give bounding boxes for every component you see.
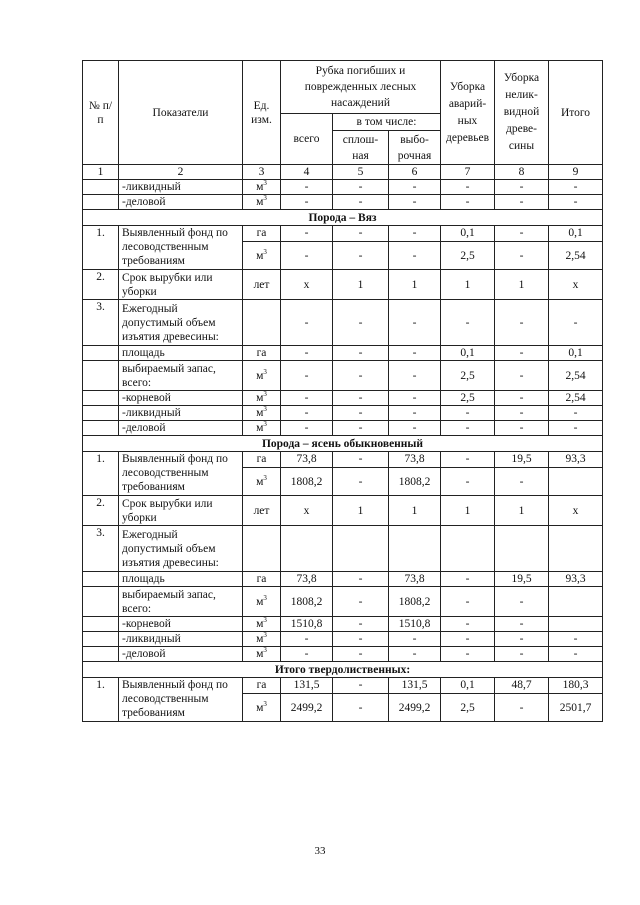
value-cell: - [333, 242, 389, 270]
row-label: Ежегодный допустимый объем изъятия древесины: [119, 300, 243, 346]
value-cell: - [333, 647, 389, 662]
value-cell: 1 [389, 270, 441, 300]
row-label: Срок вырубки или уборки [119, 270, 243, 300]
unit-cell [243, 195, 281, 210]
value-cell: - [495, 361, 549, 391]
unit-text: м [256, 392, 264, 404]
value-cell: 1808,2 [281, 587, 333, 617]
row-label: -ликвидный [119, 180, 243, 195]
value-cell: 73,8 [281, 452, 333, 468]
unit-exponent: 3 [263, 420, 267, 429]
value-cell: - [389, 406, 441, 421]
row-number-cell [83, 572, 119, 587]
value-cell: х [281, 270, 333, 300]
section-title-row [83, 436, 603, 452]
value-cell: - [333, 361, 389, 391]
unit-cell [243, 421, 281, 436]
value-cell: 131,5 [281, 678, 333, 694]
value-cell [495, 526, 549, 572]
value-cell: - [333, 468, 389, 496]
value-cell: - [549, 300, 603, 346]
col-number: 5 [333, 165, 389, 180]
value-cell: - [495, 242, 549, 270]
row-number-cell [83, 406, 119, 421]
value-cell [549, 468, 603, 496]
value-cell: - [333, 391, 389, 406]
unit-cell [243, 526, 281, 572]
unit-exponent: 3 [263, 473, 267, 482]
value-cell: 19,5 [495, 452, 549, 468]
value-cell: 2499,2 [389, 694, 441, 722]
value-cell: - [389, 180, 441, 195]
unit-cell: га [243, 452, 281, 468]
table-row [83, 180, 603, 195]
unit-text: м [256, 633, 264, 645]
value-cell: - [495, 617, 549, 632]
value-cell: - [333, 452, 389, 468]
value-cell: - [389, 242, 441, 270]
value-cell: - [389, 421, 441, 436]
unit-cell [243, 647, 281, 662]
value-cell: 1 [495, 270, 549, 300]
table-row [83, 632, 603, 647]
unit-cell: лет [243, 270, 281, 300]
value-cell: - [389, 346, 441, 361]
value-cell: - [333, 572, 389, 587]
col-number: 4 [281, 165, 333, 180]
value-cell: 2,54 [549, 361, 603, 391]
value-cell: - [333, 694, 389, 722]
value-cell [549, 526, 603, 572]
value-cell: 1 [441, 270, 495, 300]
value-cell: 1 [333, 270, 389, 300]
value-cell: - [281, 242, 333, 270]
row-number-cell [83, 361, 119, 391]
unit-exponent: 3 [263, 646, 267, 655]
value-cell: - [495, 300, 549, 346]
value-cell: - [281, 406, 333, 421]
header-nonliquid-wood: Уборка нелик-видной древе-сины [495, 61, 549, 165]
value-cell [549, 587, 603, 617]
row-number-cell: 3. [83, 300, 119, 346]
value-cell: - [333, 300, 389, 346]
table-row [83, 572, 603, 587]
unit-text: м [256, 369, 264, 382]
row-number-cell [83, 617, 119, 632]
col-number: 6 [389, 165, 441, 180]
annual-volume-row [83, 300, 603, 346]
row-number-cell: 1. [83, 678, 119, 722]
value-cell: - [549, 180, 603, 195]
value-cell: - [441, 468, 495, 496]
unit-text: м [256, 422, 264, 434]
table-row [83, 361, 603, 391]
row-label: -деловой [119, 647, 243, 662]
column-numbers-row [83, 165, 603, 180]
value-cell: 1808,2 [281, 468, 333, 496]
table-row [83, 195, 603, 210]
value-cell: - [333, 180, 389, 195]
value-cell: - [281, 391, 333, 406]
value-cell: х [549, 270, 603, 300]
value-cell: - [333, 678, 389, 694]
header-selective-cut: выбо-рочная [389, 131, 441, 165]
value-cell: - [441, 300, 495, 346]
value-cell: - [281, 300, 333, 346]
header-indicators: Показатели [119, 61, 243, 165]
value-cell: - [495, 180, 549, 195]
row-number-cell [83, 421, 119, 436]
value-cell: 48,7 [495, 678, 549, 694]
value-cell: - [495, 468, 549, 496]
value-cell: - [281, 346, 333, 361]
row-label: -деловой [119, 195, 243, 210]
unit-cell [243, 632, 281, 647]
unit-exponent: 3 [263, 194, 267, 203]
value-cell: - [281, 647, 333, 662]
value-cell: 0,1 [441, 226, 495, 242]
table-row [83, 391, 603, 406]
value-cell: 1510,8 [281, 617, 333, 632]
unit-cell [243, 180, 281, 195]
unit-cell: га [243, 572, 281, 587]
value-cell: - [549, 195, 603, 210]
section-title: Итого твердолиственных: [83, 662, 603, 678]
unit-cell [243, 694, 281, 722]
unit-cell [243, 406, 281, 421]
value-cell: - [333, 226, 389, 242]
value-cell: - [441, 632, 495, 647]
value-cell: 2499,2 [281, 694, 333, 722]
header-clear-cut: сплош-ная [333, 131, 389, 165]
row-label: Срок вырубки или уборки [119, 496, 243, 526]
unit-exponent: 3 [263, 390, 267, 399]
unit-text: м [256, 618, 264, 630]
value-cell: 73,8 [389, 572, 441, 587]
value-cell: 2,54 [549, 391, 603, 406]
value-cell: - [495, 346, 549, 361]
page-number: 33 [314, 845, 326, 857]
row-label: Выявленный фонд по лесоводственным требованиям [119, 678, 243, 722]
unit-text: м [256, 595, 264, 608]
row-number-cell: 2. [83, 496, 119, 526]
value-cell: 2,5 [441, 694, 495, 722]
value-cell: - [333, 406, 389, 421]
value-cell: - [441, 572, 495, 587]
header-number: № п/п [83, 61, 119, 165]
col-number: 1 [83, 165, 119, 180]
value-cell: 2501,7 [549, 694, 603, 722]
value-cell: - [389, 195, 441, 210]
row-number-cell [83, 180, 119, 195]
value-cell: - [281, 632, 333, 647]
unit-cell: га [243, 346, 281, 361]
row-label: выбираемый запас, всего: [119, 587, 243, 617]
table-row [83, 406, 603, 421]
col-number: 2 [119, 165, 243, 180]
value-cell: - [495, 421, 549, 436]
unit-cell: лет [243, 496, 281, 526]
value-cell: - [281, 421, 333, 436]
value-cell: - [441, 406, 495, 421]
unit-cell [243, 300, 281, 346]
value-cell: - [389, 647, 441, 662]
unit-cell [243, 242, 281, 270]
value-cell: 2,5 [441, 242, 495, 270]
value-cell: 2,5 [441, 391, 495, 406]
value-cell: 1808,2 [389, 587, 441, 617]
value-cell: - [495, 587, 549, 617]
row-label: -деловой [119, 421, 243, 436]
row-number-cell [83, 632, 119, 647]
value-cell: - [389, 391, 441, 406]
header-including: в том числе: [333, 114, 441, 131]
section-title-row [83, 662, 603, 678]
unit-cell [243, 617, 281, 632]
col-number: 9 [549, 165, 603, 180]
value-cell: - [441, 180, 495, 195]
value-cell: - [333, 346, 389, 361]
value-cell: - [549, 647, 603, 662]
value-cell: 0,1 [549, 226, 603, 242]
table-row [83, 647, 603, 662]
value-cell: - [441, 421, 495, 436]
value-cell: - [441, 452, 495, 468]
value-cell: х [549, 496, 603, 526]
header-all: всего [281, 114, 333, 165]
value-cell: - [495, 647, 549, 662]
value-cell: 131,5 [389, 678, 441, 694]
value-cell: 1 [333, 496, 389, 526]
unit-exponent: 3 [263, 593, 267, 602]
data-table [82, 60, 603, 722]
value-cell: 1808,2 [389, 468, 441, 496]
value-cell: 0,1 [441, 346, 495, 361]
unit-cell [243, 587, 281, 617]
row-label: Ежегодный допустимый объем изъятия древесины: [119, 526, 243, 572]
value-cell: - [281, 226, 333, 242]
unit-text: м [256, 701, 264, 714]
value-cell: - [441, 617, 495, 632]
value-cell: - [281, 195, 333, 210]
unit-text: м [256, 475, 264, 488]
value-cell [281, 526, 333, 572]
row-number-cell [83, 587, 119, 617]
value-cell: - [441, 587, 495, 617]
value-cell: - [549, 406, 603, 421]
value-cell: 93,3 [549, 572, 603, 587]
unit-text: м [256, 648, 264, 660]
value-cell: - [495, 195, 549, 210]
unit-text: м [256, 249, 264, 262]
felling-term-row [83, 496, 603, 526]
value-cell [333, 526, 389, 572]
value-cell: 1 [441, 496, 495, 526]
unit-exponent: 3 [263, 699, 267, 708]
value-cell: - [333, 421, 389, 436]
unit-text: м [256, 181, 264, 193]
value-cell: 73,8 [389, 452, 441, 468]
row-number-cell [83, 195, 119, 210]
value-cell [441, 526, 495, 572]
unit-text: м [256, 407, 264, 419]
table-row [83, 617, 603, 632]
section-title-row [83, 210, 603, 226]
table-row [83, 421, 603, 436]
value-cell: - [333, 195, 389, 210]
value-cell: - [495, 406, 549, 421]
header-unit: Ед. изм. [243, 61, 281, 165]
unit-cell: га [243, 678, 281, 694]
header-felling-group: Рубка погибших и поврежденных лесных насаждений [281, 61, 441, 114]
value-cell: 2,5 [441, 361, 495, 391]
value-cell: 93,3 [549, 452, 603, 468]
value-cell: - [495, 391, 549, 406]
value-cell: - [333, 632, 389, 647]
value-cell: 2,54 [549, 242, 603, 270]
unit-exponent: 3 [263, 405, 267, 414]
section-title: Порода – Вяз [83, 210, 603, 226]
value-cell [549, 617, 603, 632]
col-number: 3 [243, 165, 281, 180]
value-cell: - [389, 361, 441, 391]
unit-exponent: 3 [263, 179, 267, 188]
value-cell: - [441, 647, 495, 662]
value-cell: 1510,8 [389, 617, 441, 632]
value-cell: 1 [495, 496, 549, 526]
unit-cell: га [243, 226, 281, 242]
value-cell: - [333, 587, 389, 617]
unit-exponent: 3 [263, 616, 267, 625]
unit-exponent: 3 [263, 631, 267, 640]
value-cell: - [441, 195, 495, 210]
value-cell: - [549, 632, 603, 647]
value-cell: - [389, 300, 441, 346]
value-cell: - [281, 361, 333, 391]
row-label: -ликвидный [119, 632, 243, 647]
header-emergency-trees: Уборка аварий-ных деревьев [441, 61, 495, 165]
value-cell: - [495, 632, 549, 647]
value-cell: - [389, 632, 441, 647]
row-number-cell: 3. [83, 526, 119, 572]
row-label: -корневой [119, 617, 243, 632]
identified-fund-row [83, 678, 603, 694]
row-number-cell [83, 647, 119, 662]
felling-term-row [83, 270, 603, 300]
row-number-cell [83, 391, 119, 406]
row-label: Выявленный фонд по лесоводственным требованиям [119, 452, 243, 496]
row-label: Выявленный фонд по лесоводственным требованиям [119, 226, 243, 270]
section-title: Порода – ясень обыкновенный [83, 436, 603, 452]
value-cell: 0,1 [441, 678, 495, 694]
row-label: -корневой [119, 391, 243, 406]
value-cell: 73,8 [281, 572, 333, 587]
unit-exponent: 3 [263, 247, 267, 256]
row-label: -ликвидный [119, 406, 243, 421]
unit-exponent: 3 [263, 367, 267, 376]
value-cell: - [389, 226, 441, 242]
value-cell: - [281, 180, 333, 195]
unit-cell [243, 468, 281, 496]
col-number: 7 [441, 165, 495, 180]
row-number-cell: 1. [83, 226, 119, 270]
unit-cell [243, 361, 281, 391]
value-cell: - [549, 421, 603, 436]
table-row [83, 587, 603, 617]
value-cell: - [495, 694, 549, 722]
value-cell: - [333, 617, 389, 632]
table-row [83, 346, 603, 361]
header-total: Итого [549, 61, 603, 165]
row-label: выбираемый запас, всего: [119, 361, 243, 391]
value-cell: 1 [389, 496, 441, 526]
value-cell [389, 526, 441, 572]
col-number: 8 [495, 165, 549, 180]
value-cell: 0,1 [549, 346, 603, 361]
row-number-cell: 1. [83, 452, 119, 496]
identified-fund-row [83, 452, 603, 468]
unit-cell [243, 391, 281, 406]
annual-volume-row [83, 526, 603, 572]
unit-text: м [256, 196, 264, 208]
row-number-cell: 2. [83, 270, 119, 300]
identified-fund-row [83, 226, 603, 242]
value-cell: - [495, 226, 549, 242]
row-label: площадь [119, 346, 243, 361]
value-cell: х [281, 496, 333, 526]
row-number-cell [83, 346, 119, 361]
value-cell: 19,5 [495, 572, 549, 587]
value-cell: 180,3 [549, 678, 603, 694]
row-label: площадь [119, 572, 243, 587]
